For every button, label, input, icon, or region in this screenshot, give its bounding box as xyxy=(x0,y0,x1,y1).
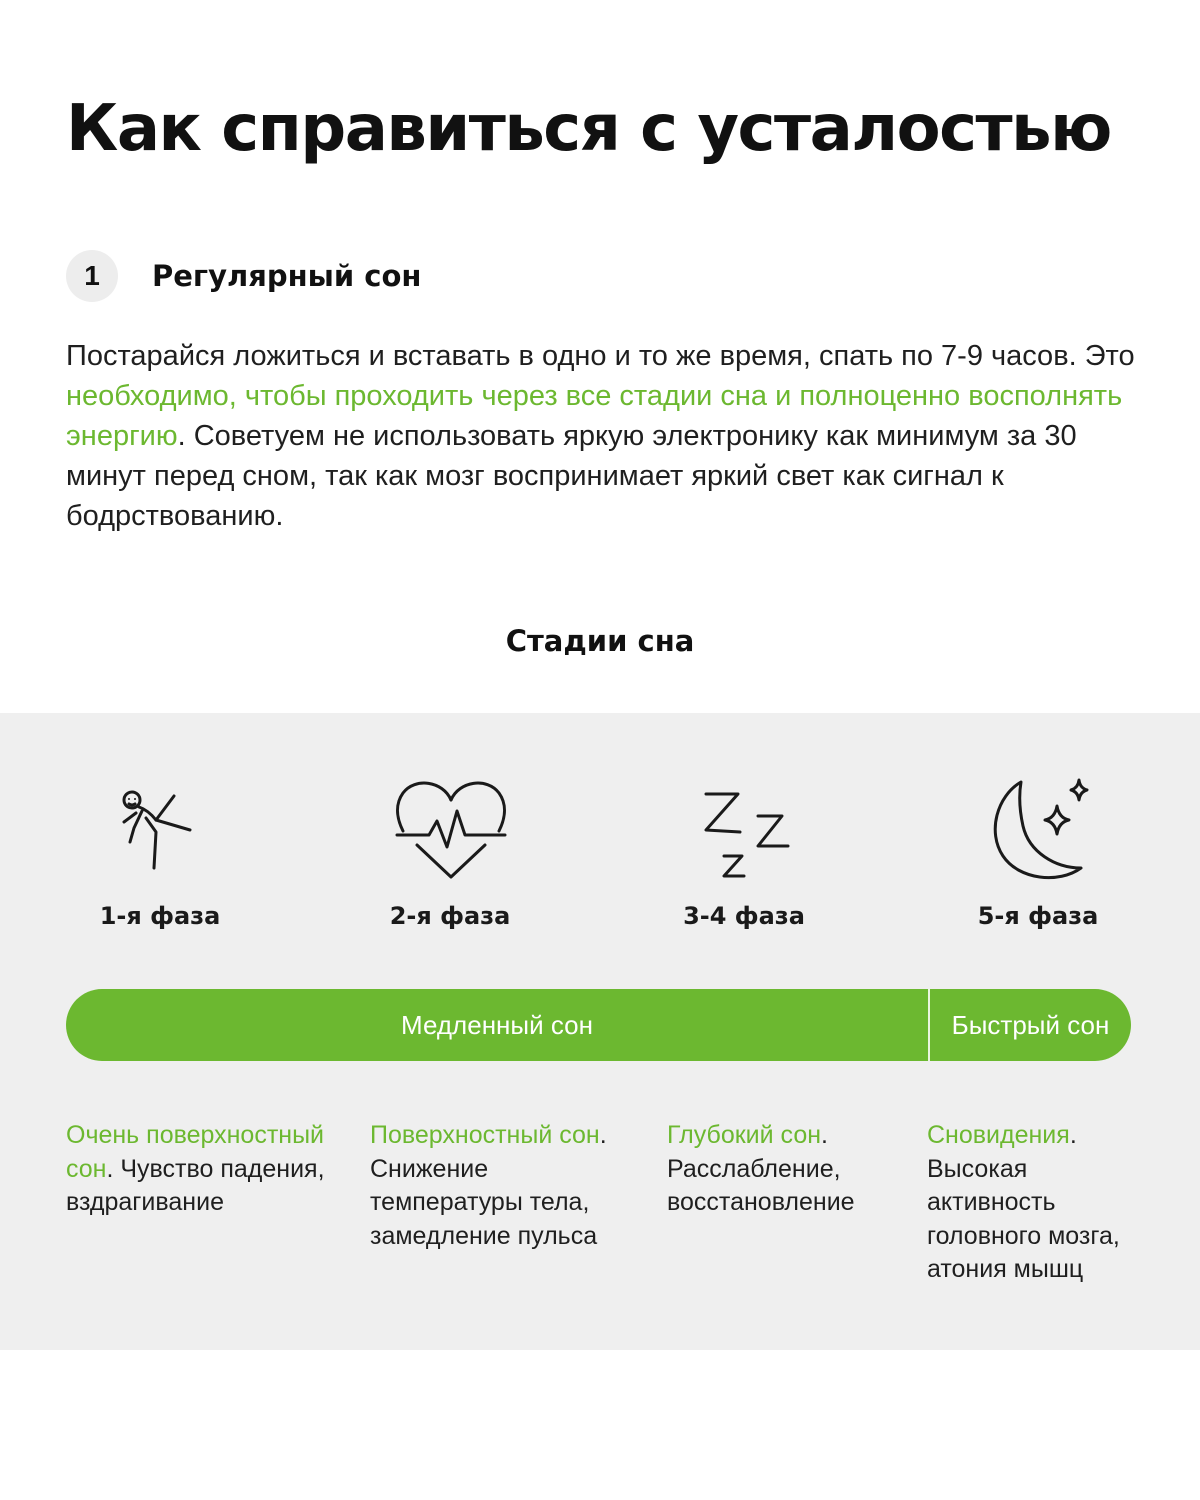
phase-2-description-text: . Снижение температуры тела, замедление пульса xyxy=(370,1121,607,1250)
moon-stars-icon xyxy=(985,776,1097,884)
intro-text-end: . Советуем не использовать яркую электронику как минимум за 30 минут перед сном, так как мозг воспринимает яркий свет как сигнал к бодрствованию. xyxy=(66,420,1077,532)
page-title: Как справиться с усталостью xyxy=(66,92,1111,166)
phase-5-label: 5-я фаза xyxy=(977,902,1099,930)
intro-paragraph xyxy=(66,336,1146,536)
phase-3-4-description xyxy=(667,1119,882,1220)
phase-2-description xyxy=(370,1119,632,1253)
step-number-badge: 1 xyxy=(66,250,118,302)
phase-5-description-title: Сновидения xyxy=(927,1121,1070,1149)
fast-sleep-segment: Быстрый сон xyxy=(951,1009,1110,1040)
intro-text-highlight: необходимо, чтобы проходить через все стадии сна и полноценно восполнять энергию xyxy=(66,380,1123,452)
phase-3-4-label: 3-4 фаза xyxy=(683,902,805,930)
phase-2-description-title: Поверхностный сон xyxy=(370,1121,600,1149)
section-header xyxy=(66,250,421,302)
phase-2-label: 2-я фаза xyxy=(389,902,511,930)
phase-5-description-text: . Высокая активность головного мозга, атония мышц xyxy=(927,1121,1120,1283)
intro-text-start: Постарайся ложиться и вставать в одно и то же время, спать по 7-9 часов. Это xyxy=(66,340,1135,372)
phase-1-label: 1-я фаза xyxy=(99,902,221,930)
phase-3-4-description-title: Глубокий сон xyxy=(667,1121,822,1149)
phase-1-description xyxy=(66,1119,331,1220)
phase-3-4-description-text: . Расслабление, восстановление xyxy=(667,1121,855,1216)
falling-person-icon xyxy=(112,780,202,880)
phase-1-description-text: . Чувство падения, вздрагивание xyxy=(66,1154,325,1216)
slow-sleep-segment: Медленный сон xyxy=(66,989,930,1061)
sleep-type-bar xyxy=(66,989,1131,1061)
stages-heading: Стадии сна xyxy=(505,624,695,658)
phase-1-description-title: Очень поверхностный сон xyxy=(66,1121,325,1183)
heart-pulse-icon xyxy=(395,775,507,883)
section-title: Регулярный сон xyxy=(152,259,422,293)
zzz-icon xyxy=(700,788,792,882)
phase-5-description xyxy=(927,1119,1159,1287)
